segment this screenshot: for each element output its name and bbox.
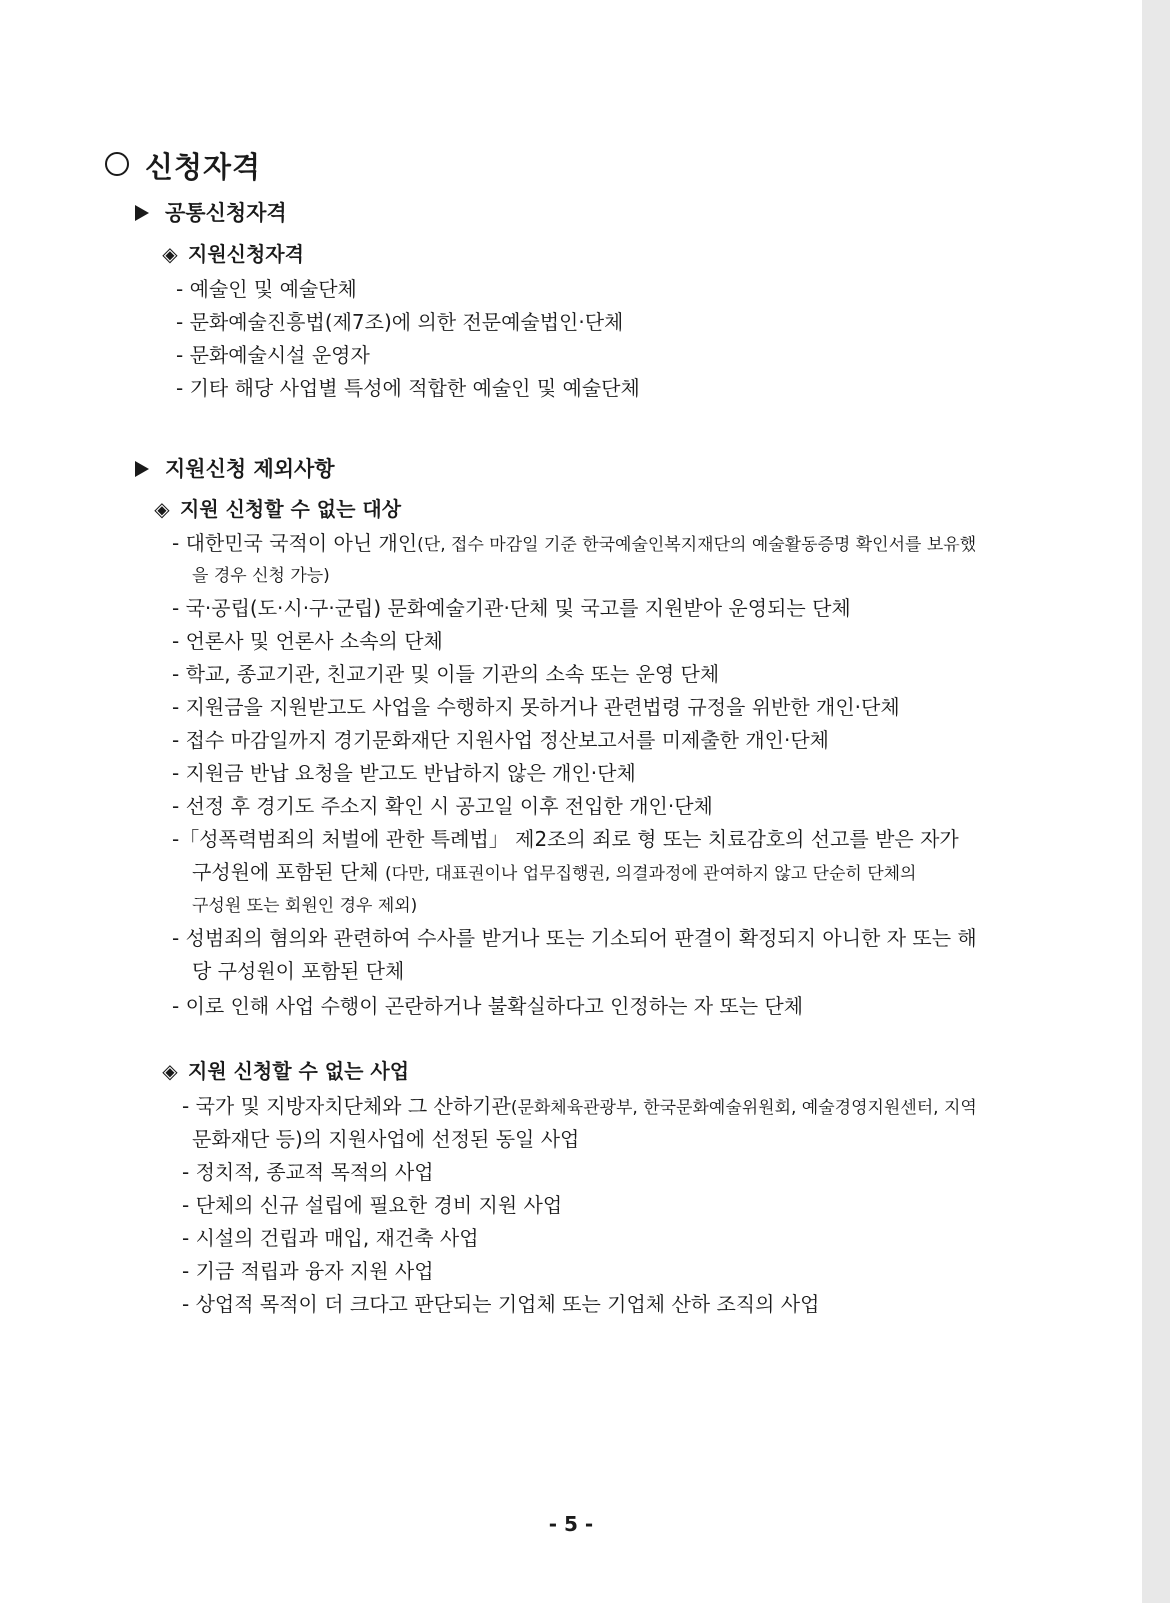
- list-item: - 학교, 종교기관, 친교기관 및 이들 기관의 소속 또는 운영 단체: [172, 662, 720, 686]
- list-item: - 기금 적립과 융자 지원 사업: [182, 1259, 434, 1283]
- list-item: - 언론사 및 언론사 소속의 단체: [172, 629, 443, 653]
- list-item: - 상업적 목적이 더 크다고 판단되는 기업체 또는 기업체 산하 조직의 사업: [182, 1292, 820, 1316]
- list-item-continuation: 을 경우 신청 가능): [192, 566, 330, 586]
- page-number: - 5 -: [548, 1512, 594, 1536]
- viewer-side-strip: [1142, 0, 1170, 1603]
- list-item: - 접수 마감일까지 경기문화재단 지원사업 정산보고서를 미제출한 개인·단체: [172, 728, 829, 752]
- main-title: 신청자격: [105, 145, 261, 186]
- list-item-continuation: 당 구성원이 포함된 단체: [192, 959, 405, 983]
- list-item: - 지원금을 지원받고도 사업을 수행하지 못하거나 관련법령 규정을 위반한 개인·단체: [172, 695, 900, 719]
- list-item: - 성범죄의 혐의와 관련하여 수사를 받거나 또는 기소되어 판결이 확정되지 아니한 자 또는 해: [172, 926, 977, 950]
- list-item: - 시설의 건립과 매입, 재건축 사업: [182, 1226, 479, 1250]
- list-item: - 기타 해당 사업별 특성에 적합한 예술인 및 예술단체: [176, 376, 640, 400]
- section-heading-common: 공통신청자격: [135, 197, 287, 227]
- circle-bullet-icon: [105, 152, 129, 176]
- diamond-bullet-icon: ◈: [162, 242, 178, 266]
- triangle-bullet-icon: [135, 461, 149, 477]
- diamond-bullet-icon: ◈: [154, 497, 170, 521]
- list-item: - 단체의 신규 설립에 필요한 경비 지원 사업: [182, 1193, 563, 1217]
- list-item-continuation: 구성원에 포함된 단체 (다만, 대표권이나 업무집행권, 의결과정에 관여하지 않고 단순히 단체의: [192, 860, 917, 884]
- section-heading-exclusion: 지원신청 제외사항: [135, 453, 335, 483]
- list-item: - 국·공립(도·시·구·군립) 문화예술기관·단체 및 국고를 지원받아 운영되는 단체: [172, 596, 851, 620]
- list-item: - 이로 인해 사업 수행이 곤란하거나 불확실하다고 인정하는 자 또는 단체: [172, 994, 804, 1018]
- list-item: -「성폭력범죄의 처벌에 관한 특례법」 제2조의 죄로 형 또는 치료감호의 선고를 받은 자가: [172, 827, 959, 851]
- subsection-heading-excluded-targets: ◈ 지원 신청할 수 없는 대상: [152, 493, 401, 522]
- list-item: - 대한민국 국적이 아닌 개인(단, 접수 마감일 기준 한국예술인복지재단의 예술활동증명 확인서를 보유했: [172, 531, 977, 555]
- subsection-heading-excluded-projects: ◈ 지원 신청할 수 없는 사업: [160, 1055, 409, 1084]
- list-item: - 국가 및 지방자치단체와 그 산하기관(문화체육관광부, 한국문화예술위원회, 예술경영지원센터, 지역: [182, 1094, 977, 1118]
- list-item: - 문화예술진흥법(제7조)에 의한 전문예술법인·단체: [176, 310, 624, 334]
- list-item: - 정치적, 종교적 목적의 사업: [182, 1160, 434, 1184]
- list-item-continuation: 문화재단 등)의 지원사업에 선정된 동일 사업: [192, 1127, 580, 1151]
- list-item: - 문화예술시설 운영자: [176, 343, 370, 367]
- triangle-bullet-icon: [135, 205, 149, 221]
- list-item: - 지원금 반납 요청을 받고도 반납하지 않은 개인·단체: [172, 761, 636, 785]
- list-item: - 예술인 및 예술단체: [176, 277, 357, 301]
- diamond-bullet-icon: ◈: [162, 1059, 178, 1083]
- list-item-continuation: 구성원 또는 회원인 경우 제외): [192, 896, 418, 916]
- subsection-heading-eligibility: ◈ 지원신청자격: [160, 238, 304, 267]
- list-item: - 선정 후 경기도 주소지 확인 시 공고일 이후 전입한 개인·단체: [172, 794, 713, 818]
